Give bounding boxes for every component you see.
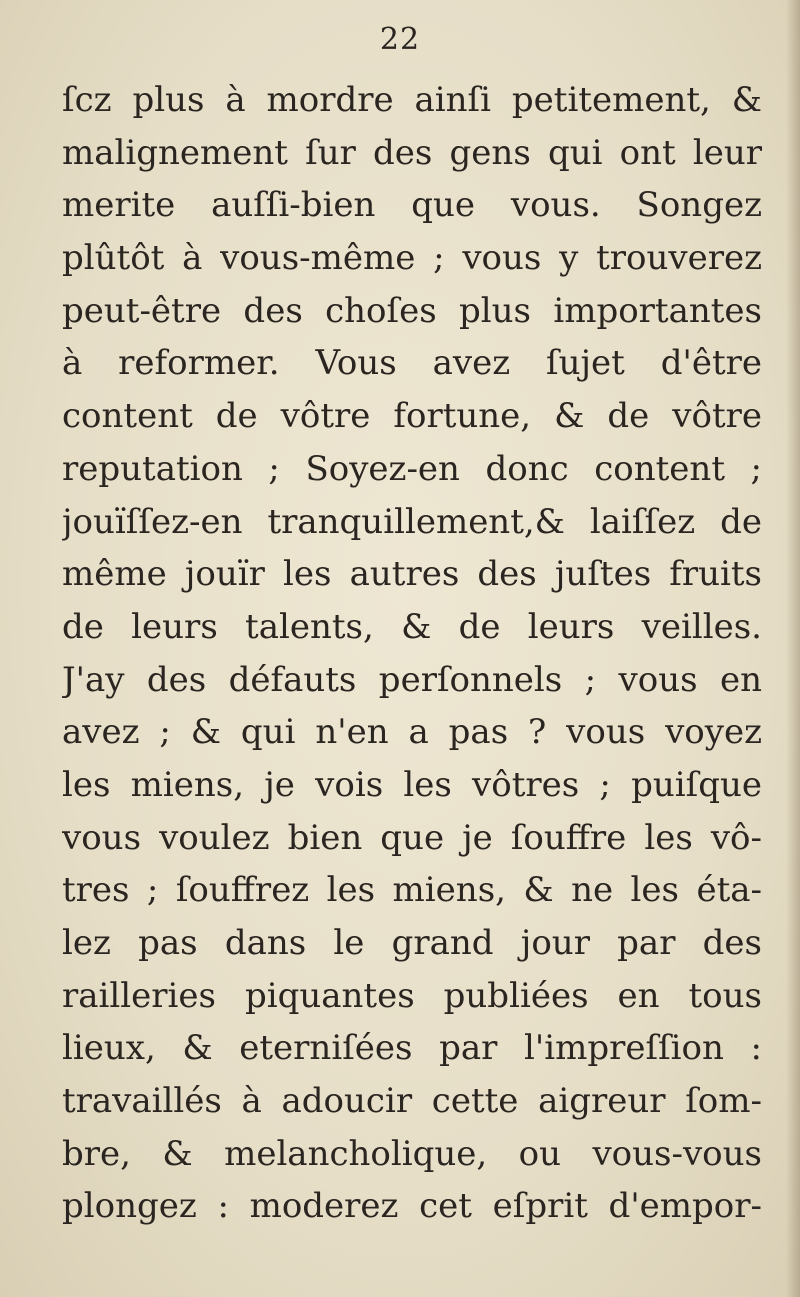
- text-line: tres ; ſouffrez les miens, & ne les éta-: [62, 870, 762, 911]
- page-edge-shadow: [786, 0, 800, 1297]
- text-line: plûtôt à vous-même ; vous y trouverez: [62, 238, 762, 279]
- text-line: avez ; & qui n'en a pas ? vous voyez: [62, 712, 762, 753]
- text-line: ſcz plus à mordre ainſi petitement, &: [62, 80, 762, 120]
- text-line: vous voulez bien que je ſouffre les vô-: [62, 817, 762, 858]
- text-line: malignement ſur des gens qui ont leur: [62, 132, 762, 173]
- text-line: J'ay des défauts perſonnels ; vous en: [62, 659, 762, 700]
- page-number: 22: [379, 22, 421, 57]
- text-line: lieux, & eterniſées par l'impreſſion :: [62, 1028, 762, 1069]
- text-line: railleries piquantes publiées en tous: [62, 975, 762, 1016]
- body-text: [62, 74, 762, 1233]
- text-line: reputation ; Soyez-en donc content ;: [62, 448, 762, 489]
- text-line: jouïſſez-en tranquillement,& laiſſez de: [62, 501, 762, 542]
- text-line: à reformer. Vous avez ſujet d'être: [62, 343, 762, 384]
- text-line: de leurs talents, & de leurs veilles.: [62, 606, 762, 647]
- text-line: lez pas dans le grand jour par des: [62, 923, 762, 963]
- text-line: les miens, je vois les vôtres ; puiſque: [62, 764, 762, 805]
- text-line: plongez : moderez cet eſprit d'empor-: [62, 1186, 762, 1227]
- text-line: travaillés à adoucir cette aigreur ſom-: [62, 1081, 762, 1122]
- text-line: content de vôtre fortune, & de vôtre: [62, 396, 762, 437]
- text-line: bre, & melancholique, ou vous-vous: [62, 1133, 762, 1174]
- text-line: merite auſſi-bien que vous. Songez: [62, 185, 762, 226]
- text-line: peut-être des choſes plus importantes: [62, 290, 762, 331]
- text-line: même jouïr les autres des juſtes fruits: [62, 554, 762, 595]
